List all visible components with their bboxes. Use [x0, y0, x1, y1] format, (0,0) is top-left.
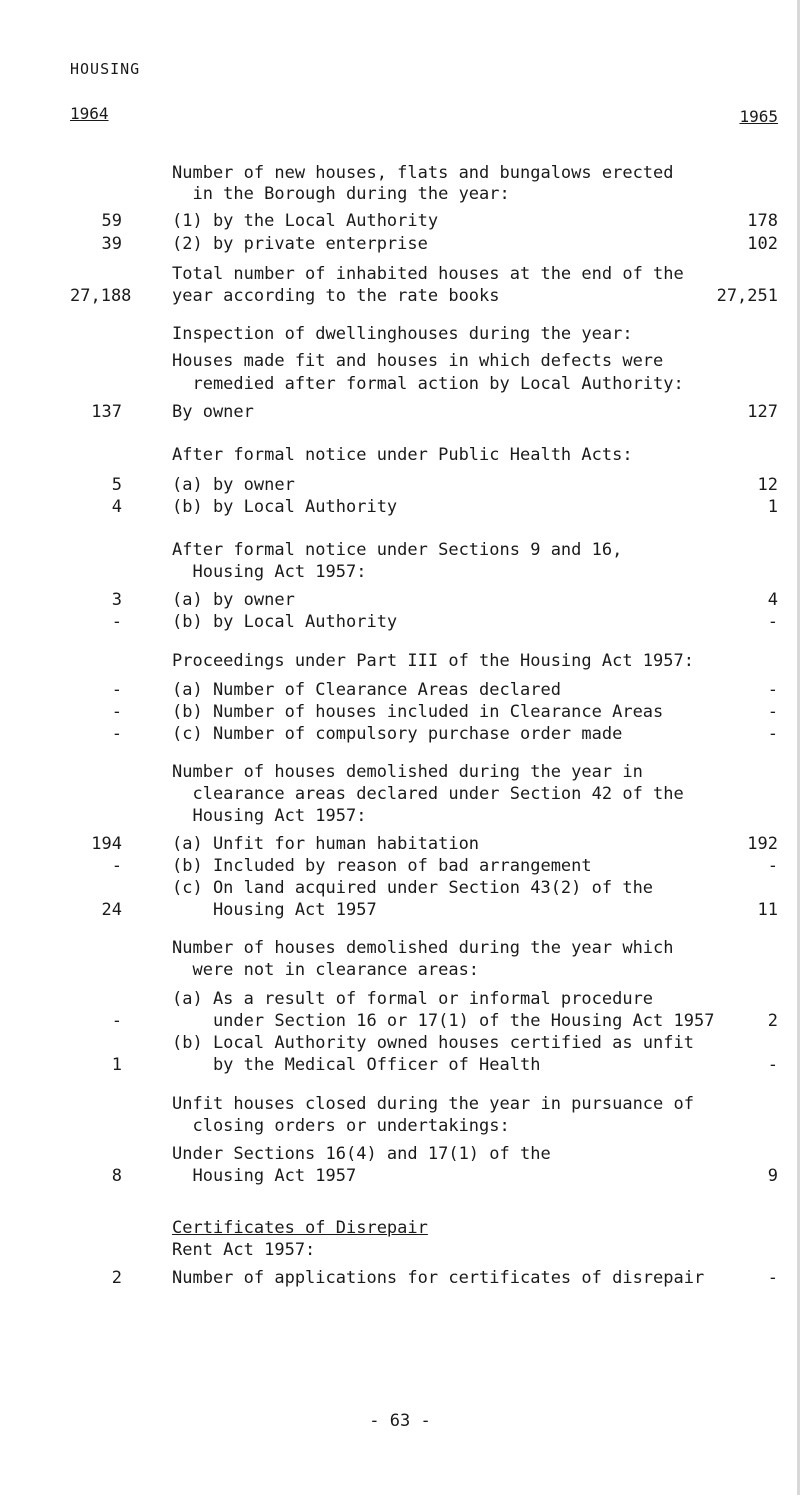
row-label: (c) On land acquired under Section 43(2) of the [172, 878, 654, 898]
value-1965: - [767, 680, 778, 700]
row-label: Housing Act 1957: [172, 562, 367, 582]
row-label: closing orders or undertakings: [172, 1116, 510, 1136]
value-1965: 1 [767, 497, 778, 517]
row-label: Number of houses demolished during the year in [172, 762, 643, 782]
value-1964: 8 [111, 1166, 122, 1186]
value-1964: 27,188 [70, 286, 132, 306]
value-1964: - [111, 702, 122, 722]
value-1965: 4 [767, 590, 778, 610]
row-label: Housing Act 1957 [172, 1166, 357, 1186]
row-label: by the Medical Officer of Health [172, 1055, 541, 1075]
row-label: (a) by owner [172, 475, 295, 495]
row-label: remedied after formal action by Local Authority: [172, 374, 684, 394]
value-1964: 2 [111, 1268, 122, 1288]
row-label: After formal notice under Public Health Acts: [172, 445, 633, 465]
row-label: Inspection of dwellinghouses during the year: [172, 324, 633, 344]
value-1965: 178 [747, 211, 778, 231]
row-label: (a) Number of Clearance Areas declared [172, 680, 561, 700]
row-label: (b) by Local Authority [172, 612, 398, 632]
value-1965: 12 [757, 475, 778, 495]
row-label: After formal notice under Sections 9 and 16, [172, 540, 623, 560]
row-label: Number of applications for certificates of disrepair [172, 1268, 705, 1288]
value-1964: - [111, 724, 122, 744]
row-label: (a) As a result of formal or informal procedure [172, 989, 654, 1009]
row-label: (a) by owner [172, 590, 295, 610]
row-label: (b) by Local Authority [172, 497, 398, 517]
row-label: Housing Act 1957: [172, 806, 367, 826]
value-1965: 127 [747, 402, 778, 422]
row-label: Unfit houses closed during the year in pursuance of [172, 1094, 694, 1114]
value-1964: 5 [111, 475, 122, 495]
value-1965: 192 [747, 834, 778, 854]
value-1964: 24 [101, 900, 122, 920]
row-label: year according to the rate books [172, 286, 500, 306]
value-1965: 2 [767, 1011, 778, 1031]
value-1964: 4 [111, 497, 122, 517]
row-label: Number of houses demolished during the year which [172, 938, 674, 958]
value-1965: 27,251 [716, 286, 778, 306]
value-1965: - [767, 856, 778, 876]
value-1964: 137 [91, 402, 122, 422]
value-1964: - [111, 1011, 122, 1031]
row-label: Number of new houses, flats and bungalows erected [172, 163, 674, 183]
value-1965: - [767, 724, 778, 744]
value-1964: 1 [111, 1055, 122, 1075]
value-1964: 59 [101, 211, 122, 231]
value-1964: - [111, 612, 122, 632]
value-1965: - [767, 612, 778, 632]
value-1965: - [767, 702, 778, 722]
row-label: (a) Unfit for human habitation [172, 834, 480, 854]
row-label: under Section 16 or 17(1) of the Housing Act 1957 [172, 1011, 715, 1031]
row-label: (b) Included by reason of bad arrangement [172, 856, 592, 876]
value-1964: - [111, 680, 122, 700]
value-1965: 9 [767, 1166, 778, 1186]
value-1965: - [767, 1268, 778, 1288]
row-label: Certificates of Disrepair [172, 1218, 428, 1238]
year-1964-heading: 1964 [70, 104, 109, 123]
row-label: Total number of inhabited houses at the end of the [172, 264, 684, 284]
row-label: (2) by private enterprise [172, 234, 428, 254]
year-1965-heading: 1965 [739, 107, 778, 126]
value-1964: 39 [101, 234, 122, 254]
row-label: By owner [172, 402, 254, 422]
page-heading: HOUSING [70, 60, 141, 78]
value-1965: - [767, 1055, 778, 1075]
row-label: (c) Number of compulsory purchase order made [172, 724, 623, 744]
value-1964: 194 [91, 834, 122, 854]
row-label: (1) by the Local Authority [172, 211, 439, 231]
row-label: Rent Act 1957: [172, 1240, 316, 1260]
row-label: were not in clearance areas: [172, 960, 480, 980]
row-label: Housing Act 1957 [172, 900, 377, 920]
value-1964: - [111, 856, 122, 876]
row-label: Under Sections 16(4) and 17(1) of the [172, 1144, 551, 1164]
row-label: Proceedings under Part III of the Housing Act 1957: [172, 651, 694, 671]
row-label: Houses made fit and houses in which defects were [172, 351, 664, 371]
value-1964: 3 [111, 590, 122, 610]
value-1965: 102 [747, 234, 778, 254]
row-label: clearance areas declared under Section 42 of the [172, 784, 684, 804]
row-label: in the Borough during the year: [172, 184, 510, 204]
row-label: (b) Local Authority owned houses certified as unfit [172, 1033, 694, 1053]
row-label: (b) Number of houses included in Clearance Areas [172, 702, 664, 722]
page-number: - 63 - [369, 1411, 431, 1431]
value-1965: 11 [757, 900, 778, 920]
